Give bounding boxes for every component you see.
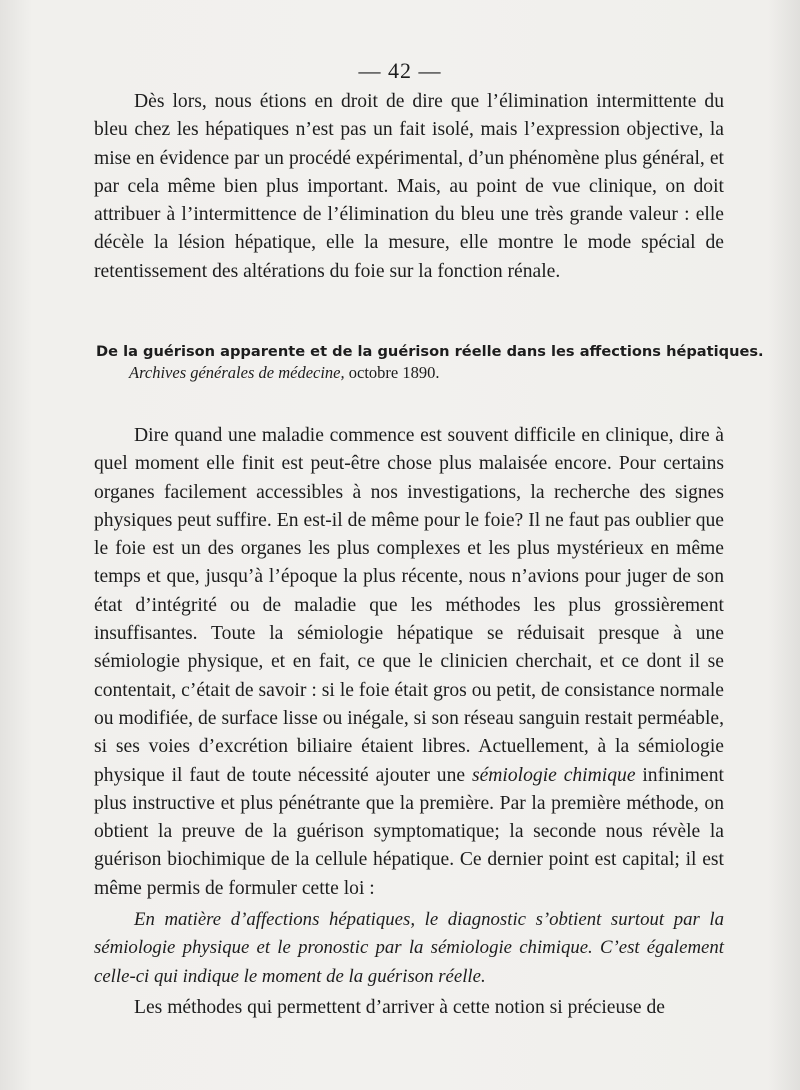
paragraph-text	[94, 422, 724, 903]
page-number: — 42 —	[358, 58, 442, 83]
paragraph-semiology	[94, 422, 724, 903]
article-heading	[96, 342, 764, 384]
article-title: De la guérison apparente et de la guérison réelle dans les affections hépatiques.	[96, 343, 764, 360]
paragraph-text-part-a: Dire quand une maladie commence est souvent difficile en clinique, dire à quel moment elle finit est peut-être chose plus malaisée encore. Pour certains organes facilement accessibles à nos investigations, la recherche des signes physiques peut suffire. En est-il de même pour le foie? Il ne faut pas oublier que le foie est un des organes les plus complexes et les plus mystérieux en même temps et que, jusqu’à l’époque la plus récente, nous n’avions pour juger de son état d’intégrité ou de maladie que les méthodes les plus grossièrement insuffisantes. Toute la sémiologie hépatique se réduisait presque à une sémiologie physique, et en fait, ce que le clinicien cherchait, et ce dont il se contentait, c’était de savoir : si le foie était gros ou petit, de consistance normale ou modifiée, de surface lisse ou inégale, si son réseau sanguin restait perméable, si ses voies d’excrétion biliaire étaient libres. Actuellement, à la sémiologie physique il faut de toute nécessité ajouter une	[94, 425, 724, 786]
paragraph-text-part-b: infiniment plus instructive et plus pénétrante que la première. Par la première méthode, on obtient la preuve de la guérison symptomatique; la seconde nous révèle la guérison biochimique de la cellule hépatique. Ce dernier point est capital; il est même permis de formuler cette loi :	[94, 764, 724, 899]
paragraph-law	[94, 906, 724, 991]
paragraph-methods	[94, 994, 724, 1022]
journal-name: Archives générales de médecine,	[129, 363, 345, 382]
paragraph-intermittent-elimination	[94, 88, 724, 286]
paragraph-text: Les méthodes qui permettent d’arriver à cette notion si précieuse de	[134, 997, 666, 1018]
law-statement: En matière d’affections hépatiques, le diagnostic s’obtient surtout par la sémiologie physique et le pronostic par la sémiologie chimique. C’est également celle-ci qui indique le moment de la guérison réelle.	[94, 909, 724, 987]
publication-date: octobre 1890.	[344, 363, 440, 382]
article-source	[96, 362, 736, 384]
paragraph-text: Dès lors, nous étions en droit de dire que l’élimination intermittente du bleu chez les hépatiques n’est pas un fait isolé, mais l’expression objective, la mise en évidence par un procédé expérimental, d’un phénomène plus général, et par cela même bien plus important. Mais, au point de vue clinique, on doit attribuer à l’intermittence de l’élimination du bleu une très grande valeur : elle décèle la lésion hépatique, elle la mesure, elle montre le mode spécial de retentissement des altérations du foie sur la fonction rénale.	[94, 91, 724, 282]
emphasis-semiologie-chimique: sémiologie chimique	[471, 764, 636, 786]
